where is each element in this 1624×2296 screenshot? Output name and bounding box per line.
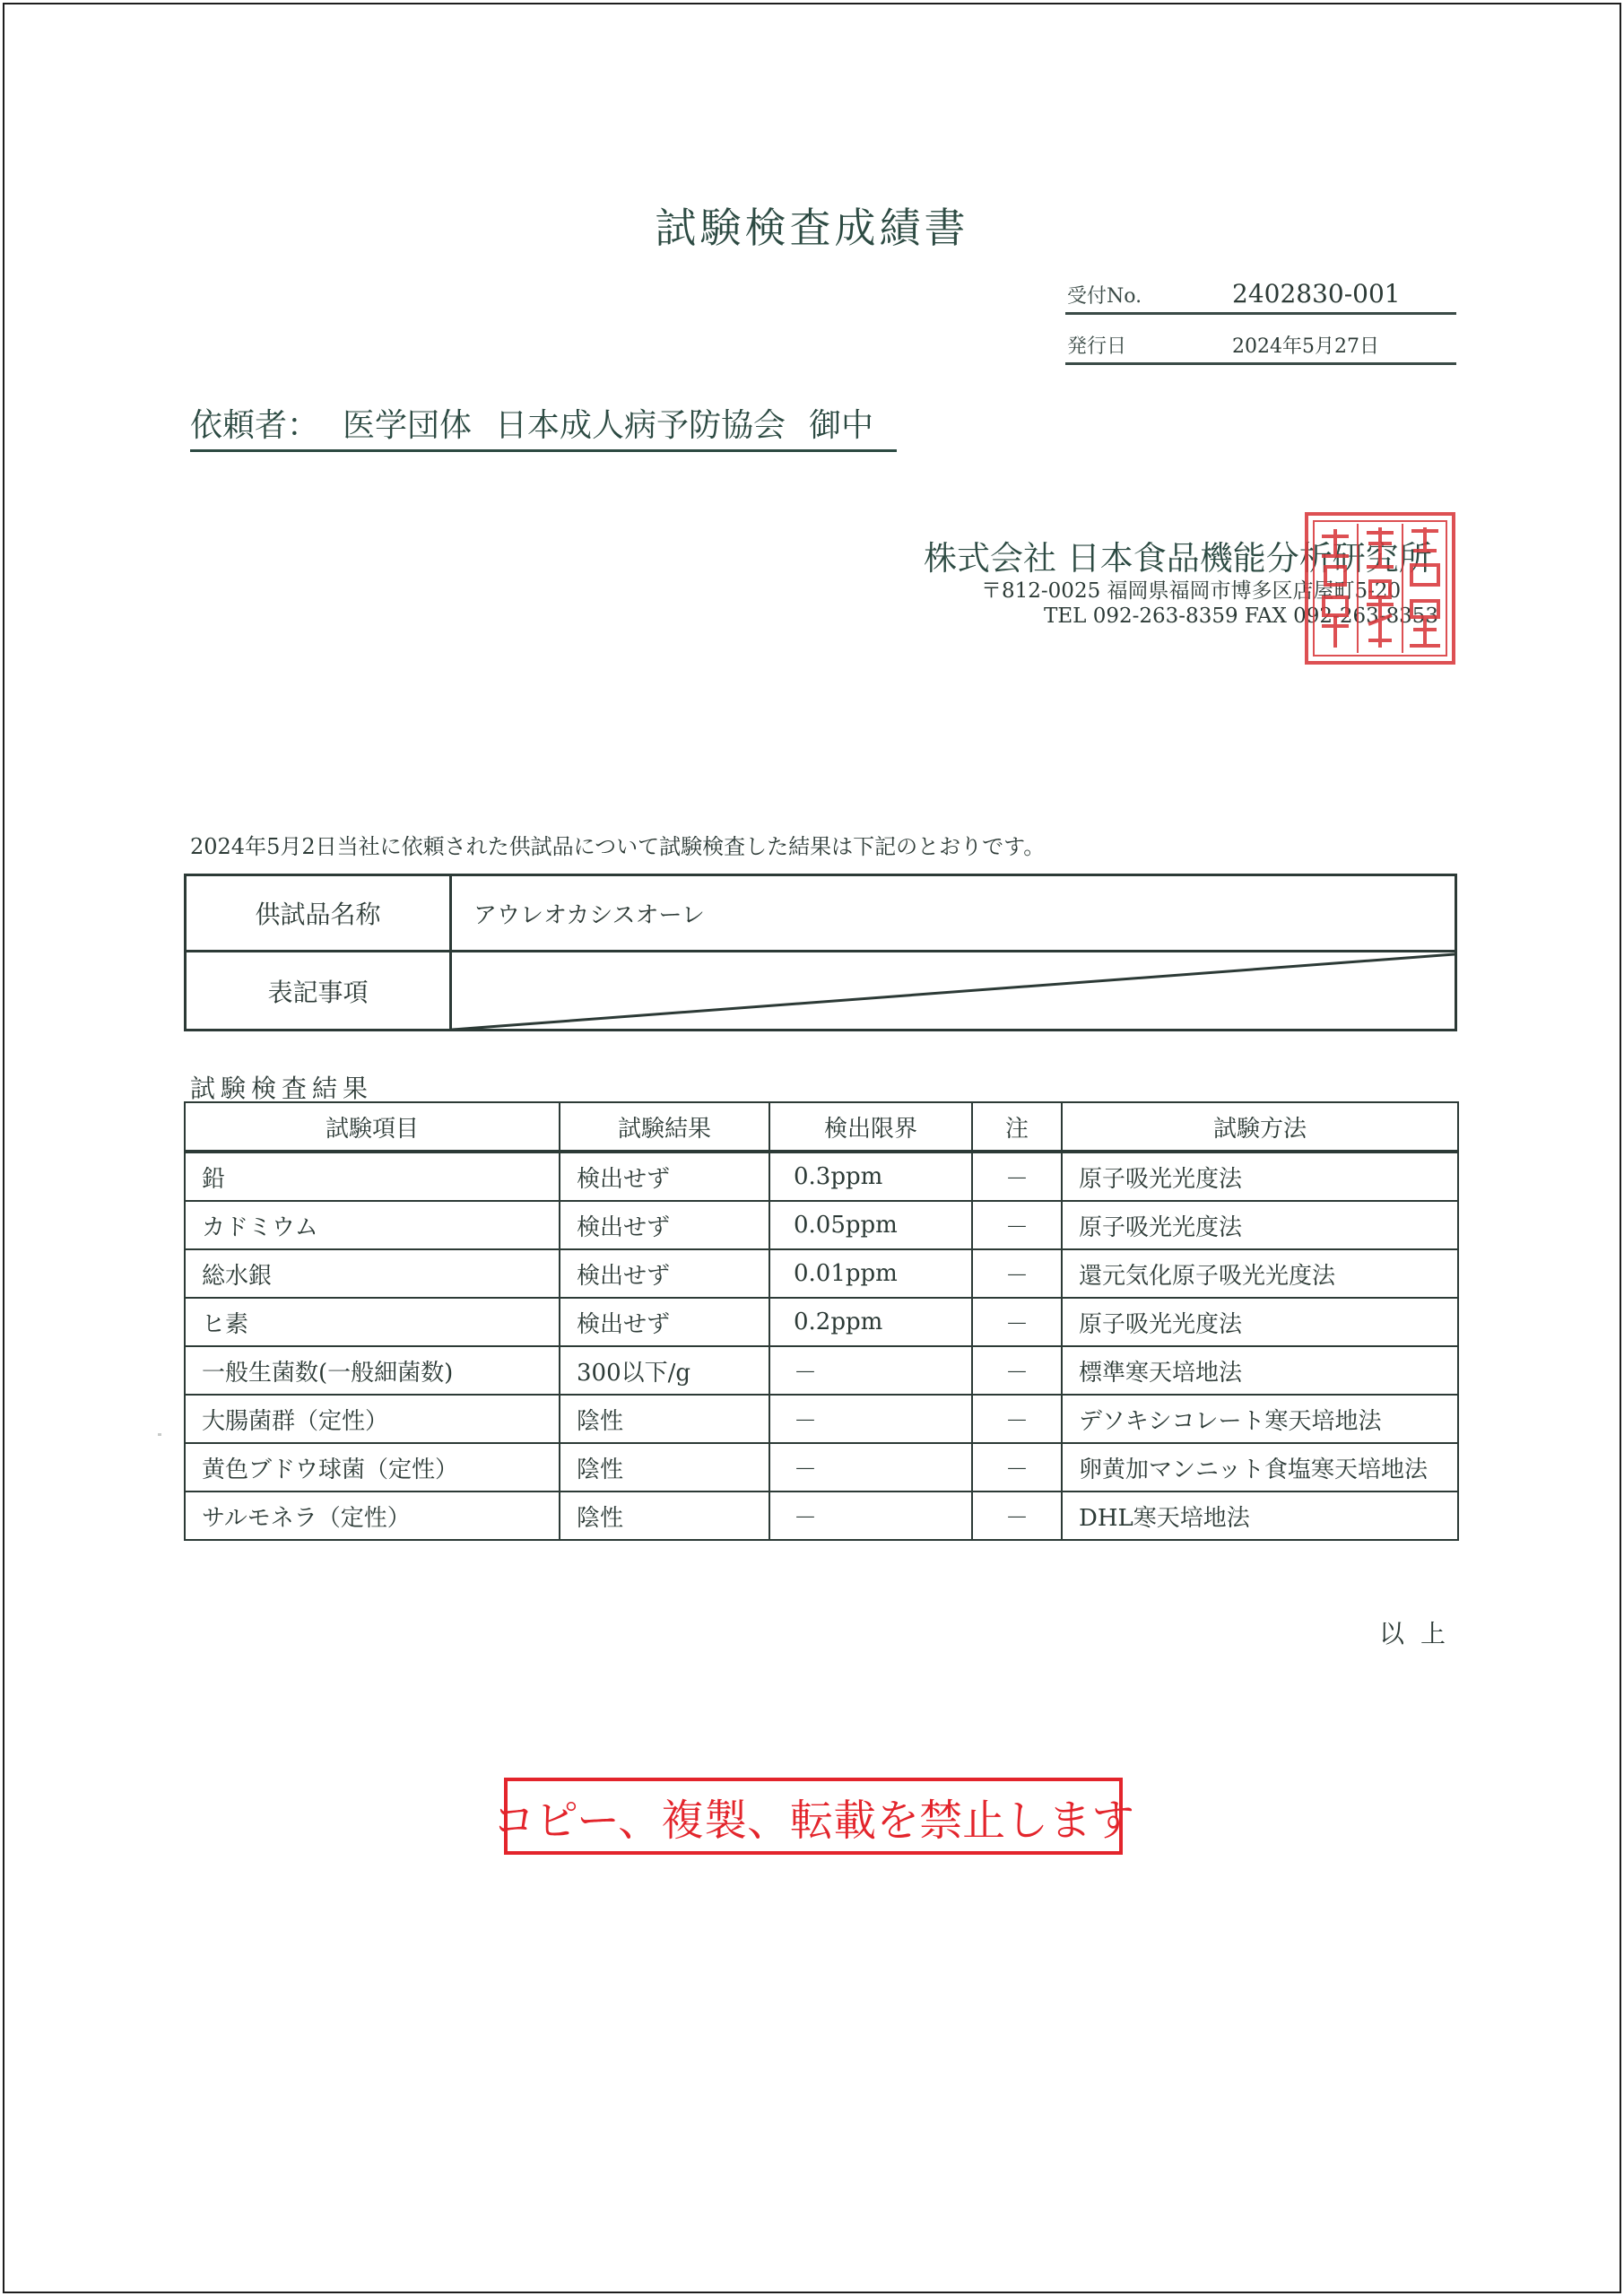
header-test-method: 試験方法 [1062,1102,1458,1152]
table-row [185,1443,1458,1492]
test-item: ヒ素 [185,1298,560,1346]
test-item: 黄色ブドウ球菌（定性） [185,1443,560,1492]
test-item: 鉛 [185,1152,560,1201]
test-method: 原子吸光光度法 [1062,1298,1458,1346]
test-method: 標準寒天培地法 [1062,1346,1458,1395]
detection-limit: 0.01ppm [769,1249,972,1298]
note: － [972,1443,1062,1492]
table-row [185,1298,1458,1346]
company-seal-stamp [1304,511,1456,665]
note: － [972,1298,1062,1346]
issuer-tel-fax: TEL 092-263-8359 FAX 092-263-8353 [1044,604,1439,628]
issuer-company: 株式会社 日本食品機能分析研究所 [924,539,1432,578]
note: － [972,1249,1062,1298]
closing-mark: 以上 [1379,1619,1463,1648]
results-heading: 試験検査結果 [190,1074,374,1103]
test-result: 300以下/g [560,1346,769,1395]
detection-limit: 0.3ppm [769,1152,972,1201]
table-row [185,1249,1458,1298]
client-prefix: 依頼者： [190,407,320,444]
test-method: DHL寒天培地法 [1062,1492,1458,1540]
note: － [972,1492,1062,1540]
test-item: 大腸菌群（定性） [185,1395,560,1443]
issue-date-label: 発行日 [1067,335,1127,358]
sample-name-label: 供試品名称 [187,876,452,950]
client-org-type: 医学団体 [343,407,473,444]
note: － [972,1395,1062,1443]
test-method: デソキシコレート寒天培地法 [1062,1395,1458,1443]
header-detection-limit: 検出限界 [769,1102,972,1152]
client-suffix: 御中 [809,407,874,444]
header-test-item: 試験項目 [185,1102,560,1152]
detection-limit: 0.05ppm [769,1201,972,1249]
test-result: 陰性 [560,1492,769,1540]
detection-limit: 0.2ppm [769,1298,972,1346]
sample-name-value: アウレオカシスオーレ [473,901,705,929]
receipt-number-row [1065,276,1456,315]
issuer-address: 〒812-0025 福岡県福岡市博多区店屋町5-20 [981,579,1402,603]
detection-limit: － [769,1346,972,1395]
notation-strike-line [452,952,1455,1031]
test-result: 陰性 [560,1395,769,1443]
test-result: 検出せず [560,1152,769,1201]
test-result: 検出せず [560,1249,769,1298]
table-row [185,1201,1458,1249]
detection-limit: － [769,1395,972,1443]
test-method: 原子吸光光度法 [1062,1201,1458,1249]
sample-name-row [187,876,1455,952]
client-line [190,400,897,452]
test-item: 一般生菌数(一般細菌数) [185,1346,560,1395]
table-row [185,1346,1458,1395]
header-test-result: 試験結果 [560,1102,769,1152]
header-note: 注 [972,1102,1062,1152]
receipt-number-label: 受付No. [1067,285,1142,308]
test-result: 陰性 [560,1443,769,1492]
test-item: 総水銀 [185,1249,560,1298]
note: － [972,1346,1062,1395]
test-method: 卵黄加マンニット食塩寒天培地法 [1062,1443,1458,1492]
table-row [185,1492,1458,1540]
scan-artifact [158,1433,161,1436]
sample-info-table [184,874,1457,1031]
results-table [184,1101,1459,1541]
table-row [185,1152,1458,1201]
issue-date-row [1065,326,1456,365]
detection-limit: － [769,1443,972,1492]
note: － [972,1152,1062,1201]
receipt-number-value: 2402830-001 [1232,279,1401,309]
intro-statement: 2024年5月2日当社に依頼された供試品について試験検査した結果は下記のとおりです。 [190,834,1046,859]
test-method: 還元気化原子吸光光度法 [1062,1249,1458,1298]
client-org-name: 日本成人病予防協会 [495,407,786,444]
test-result: 検出せず [560,1298,769,1346]
notation-label: 表記事項 [187,952,452,1029]
note: － [972,1201,1062,1249]
results-header-row [185,1102,1458,1152]
copy-prohibited-notice: コピー、複製、転載を禁止します [504,1778,1123,1855]
test-result: 検出せず [560,1201,769,1249]
issue-date-value: 2024年5月27日 [1232,335,1379,358]
table-row [185,1395,1458,1443]
test-item: カドミウム [185,1201,560,1249]
test-method: 原子吸光光度法 [1062,1152,1458,1201]
test-item: サルモネラ（定性） [185,1492,560,1540]
detection-limit: － [769,1492,972,1540]
document-title: 試験検査成績書 [655,204,969,252]
